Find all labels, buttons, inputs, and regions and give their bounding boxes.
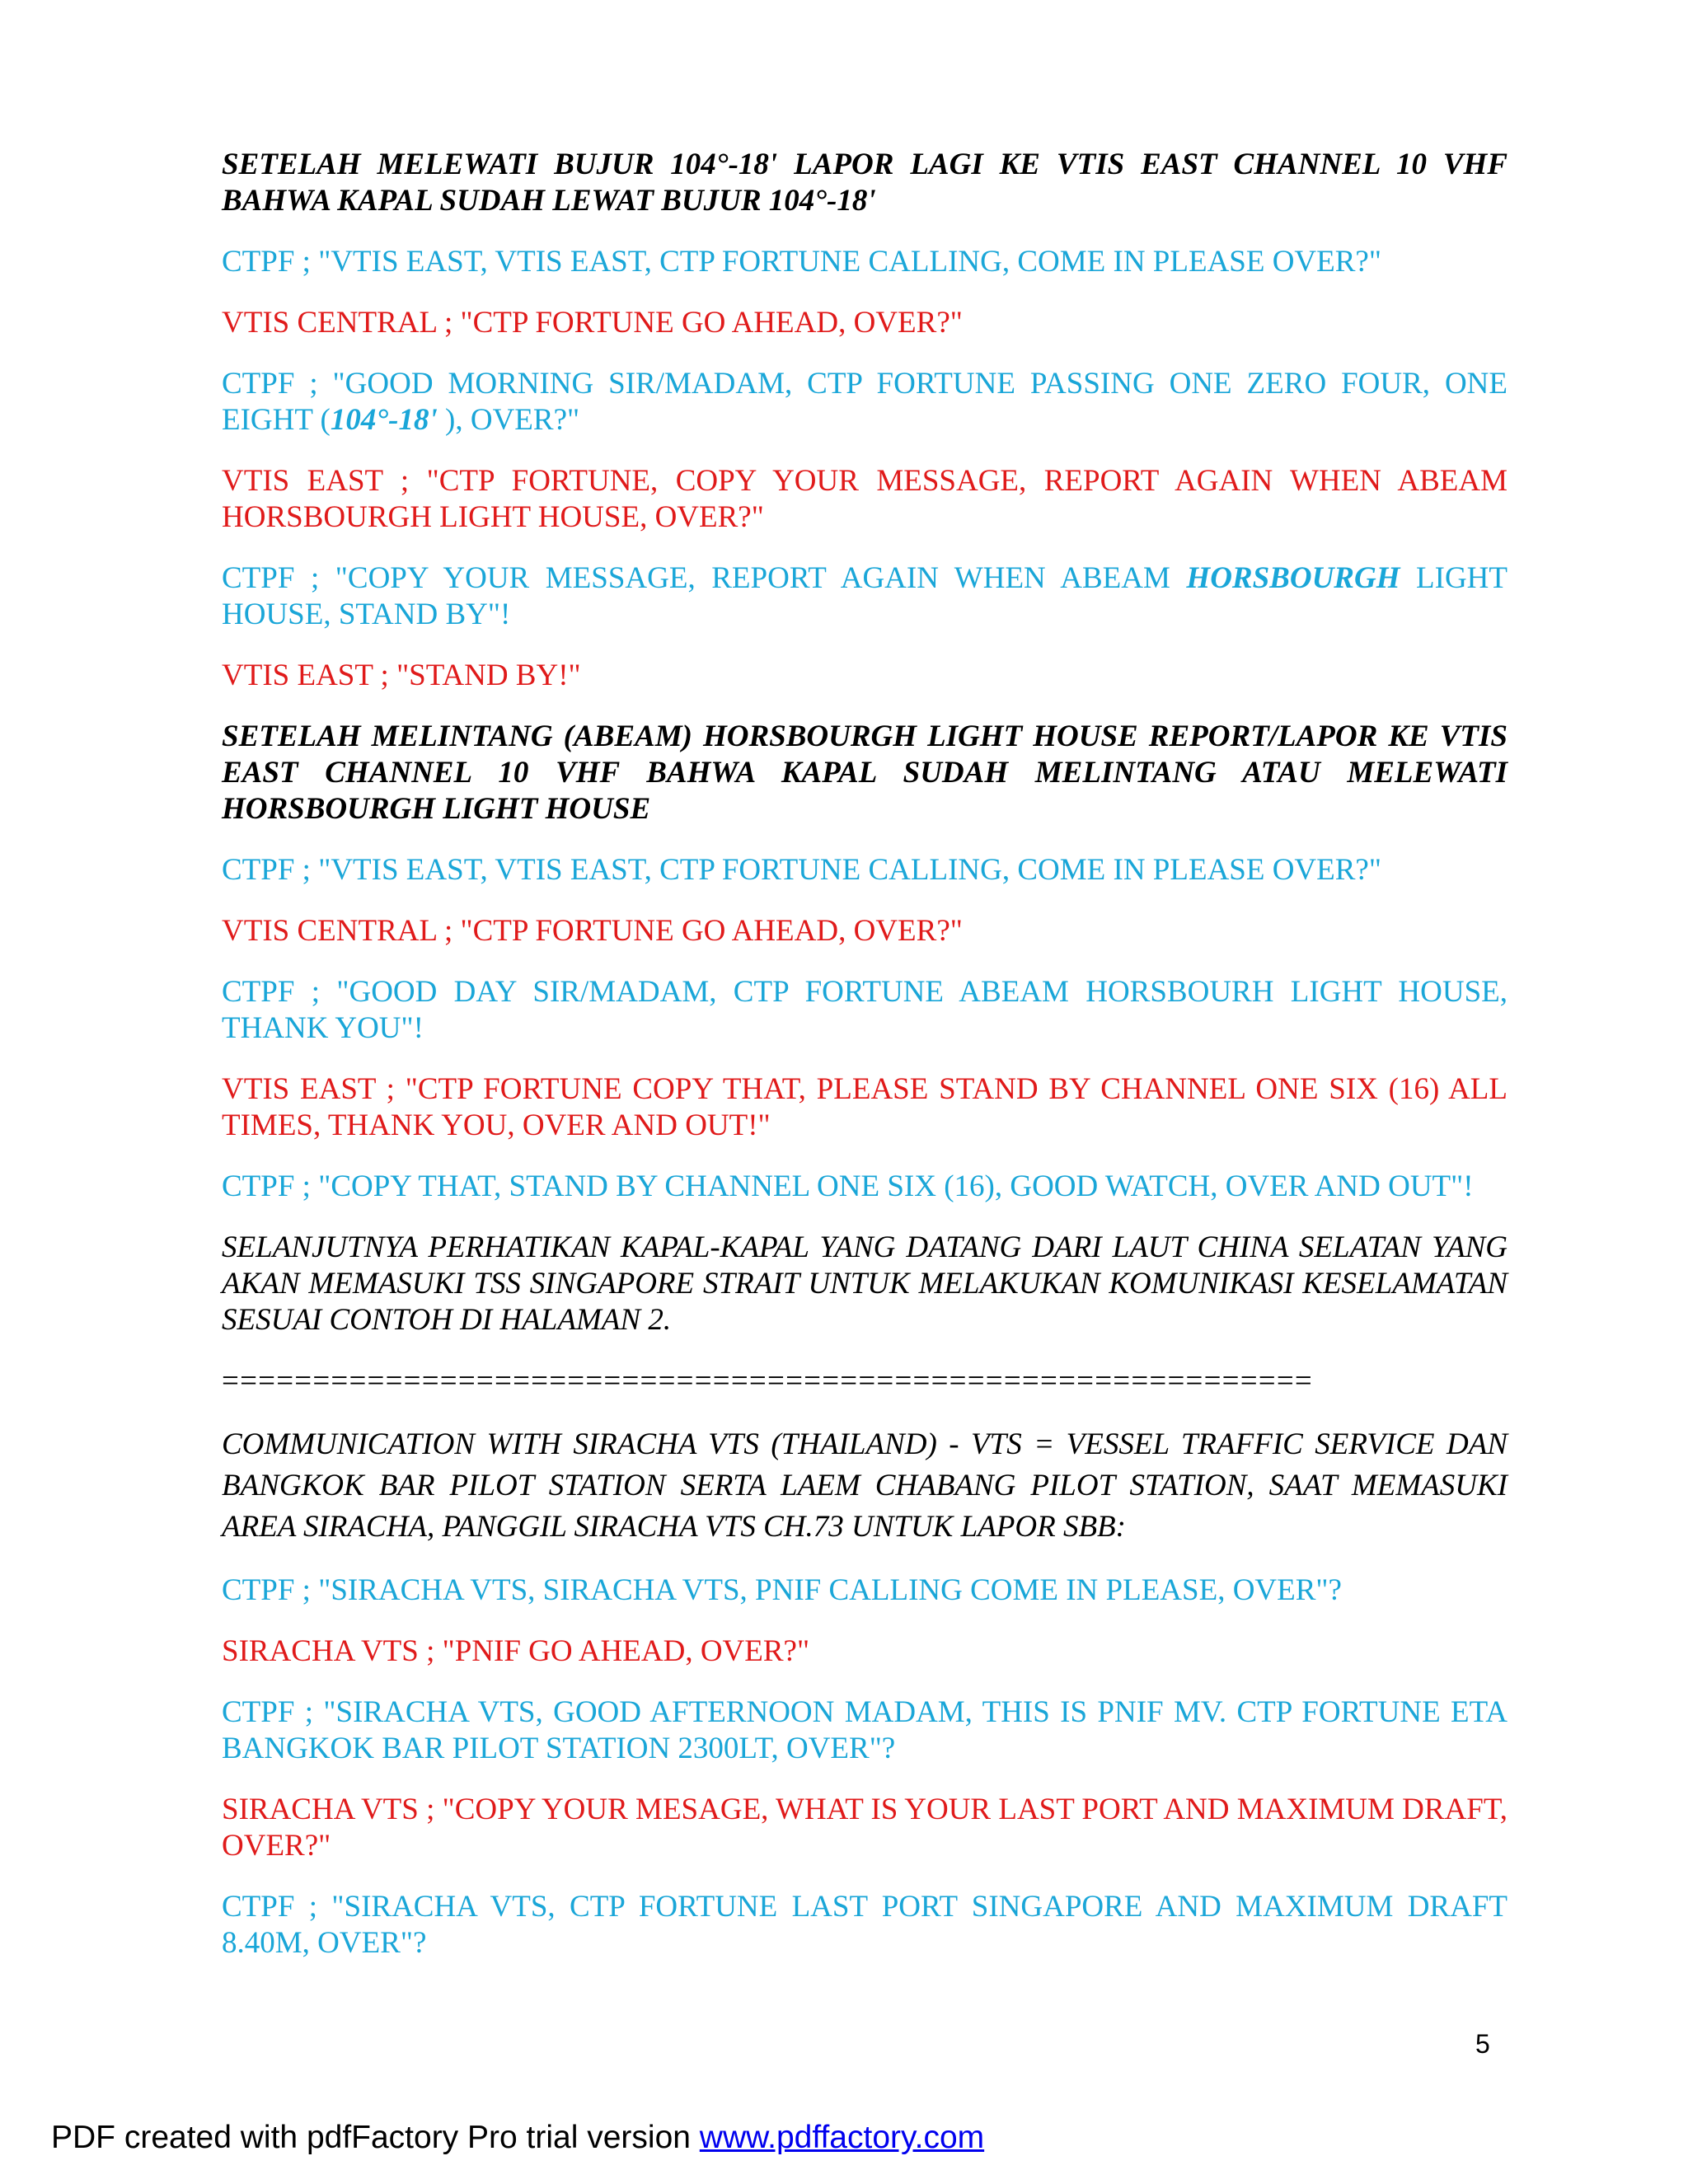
ctpf-eta-report: CTPF ; "SIRACHA VTS, GOOD AFTERNOON MADAM, THIS IS PNIF MV. CTP FORTUNE ETA BANGKOK BAR PILOT STATION 2300LT, OVER"? [222, 1695, 1507, 1765]
ctpf-copy-over-out: CTPF ; "COPY THAT, STAND BY CHANNEL ONE SIX (16), GOOD WATCH, OVER AND OUT"! [222, 1169, 1474, 1203]
ctpf-copy-text-post: LIGHT HOUSE, STAND BY"! [222, 561, 1507, 631]
document-body [222, 147, 1507, 1986]
longitude-emphasis: 104°-18' [330, 403, 438, 437]
ctpf-passing-longitude [222, 366, 1507, 438]
vtis-east-standby-16: VTIS EAST ; "CTP FORTUNE COPY THAT, PLEASE STAND BY CHANNEL ONE SIX (16) ALL TIMES, THANK YOU, OVER AND OUT!" [222, 1072, 1507, 1142]
vtis-central-reply-2: VTIS CENTRAL ; "CTP FORTUNE GO AHEAD, OVER?" [222, 914, 963, 948]
instruction-abeam-report: SETELAH MELINTANG (ABEAM) HORSBOURGH LIGHT HOUSE REPORT/LAPOR KE VTIS EAST CHANNEL 10 VHF BAHWA KAPAL SUDAH MELINTANG ATAU MELEWATI HORSBOURGH LIGHT HOUSE [222, 719, 1507, 826]
ctpf-passing-text-post: ), OVER?" [437, 403, 580, 437]
footer-text: PDF created with pdfFactory Pro trial version [51, 2120, 700, 2155]
ctpf-call-siracha: CTPF ; "SIRACHA VTS, SIRACHA VTS, PNIF CALLING COME IN PLEASE, OVER"? [222, 1573, 1342, 1607]
siracha-vts-question: SIRACHA VTS ; "COPY YOUR MESAGE, WHAT IS YOUR LAST PORT AND MAXIMUM DRAFT, OVER?" [222, 1793, 1507, 1863]
ctpf-last-port-draft: CTPF ; "SIRACHA VTS, CTP FORTUNE LAST PORT SINGAPORE AND MAXIMUM DRAFT 8.40M, OVER"? [222, 1890, 1507, 1960]
note-south-china-sea: SELANJUTNYA PERHATIKAN KAPAL-KAPAL YANG DATANG DARI LAUT CHINA SELATAN YANG AKAN MEMASUKI TSS SINGAPORE STRAIT UNTUK MELAKUKAN KOMUNIKASI KESELAMATAN SESUAI CONTOH DI HALAMAN 2. [222, 1230, 1507, 1337]
pdf-footer [51, 2120, 984, 2156]
vtis-east-standby: VTIS EAST ; "STAND BY!" [222, 658, 581, 692]
ctpf-abeam-report: CTPF ; "GOOD DAY SIR/MADAM, CTP FORTUNE ABEAM HORSBOURH LIGHT HOUSE, THANK YOU"! [222, 975, 1507, 1045]
horsbourgh-emphasis: HORSBOURGH [1186, 561, 1400, 595]
ctpf-copy-standby [222, 560, 1507, 633]
ctpf-passing-text-pre: CTPF ; "GOOD MORNING SIR/MADAM, CTP FORTUNE PASSING ONE ZERO FOUR, ONE EIGHT ( [222, 367, 1507, 437]
page-number: 5 [1475, 2029, 1490, 2059]
section-separator: ============================================================ [222, 1364, 1314, 1398]
instruction-longitude-report: SETELAH MELEWATI BUJUR 104°-18' LAPOR LAGI KE VTIS EAST CHANNEL 10 VHF BAHWA KAPAL SUDAH LEWAT BUJUR 104°-18' [222, 148, 1507, 218]
ctpf-copy-text-pre: CTPF ; "COPY YOUR MESSAGE, REPORT AGAIN WHEN ABEAM [222, 561, 1187, 595]
note-siracha-vts: COMMUNICATION WITH SIRACHA VTS (THAILAND) - VTS = VESSEL TRAFFIC SERVICE DAN BANGKOK BAR PILOT STATION SERTA LAEM CHABANG PILOT STATION, SAAT MEMASUKI AREA SIRACHA, PANGGIL SIRACHA VTS CH.73 UNTUK LAPOR SBB: [222, 1427, 1507, 1544]
ctpf-call-vtis-east-2: CTPF ; "VTIS EAST, VTIS EAST, CTP FORTUNE CALLING, COME IN PLEASE OVER?" [222, 853, 1381, 887]
vtis-east-copy-message: VTIS EAST ; "CTP FORTUNE, COPY YOUR MESSAGE, REPORT AGAIN WHEN ABEAM HORSBOURGH LIGHT HOUSE, OVER?" [222, 464, 1507, 534]
footer-link[interactable]: www.pdffactory.com [699, 2120, 985, 2155]
vtis-central-reply: VTIS CENTRAL ; "CTP FORTUNE GO AHEAD, OVER?" [222, 306, 963, 340]
ctpf-call-vtis-east: CTPF ; "VTIS EAST, VTIS EAST, CTP FORTUNE CALLING, COME IN PLEASE OVER?" [222, 245, 1381, 279]
siracha-vts-reply: SIRACHA VTS ; "PNIF GO AHEAD, OVER?" [222, 1634, 810, 1668]
